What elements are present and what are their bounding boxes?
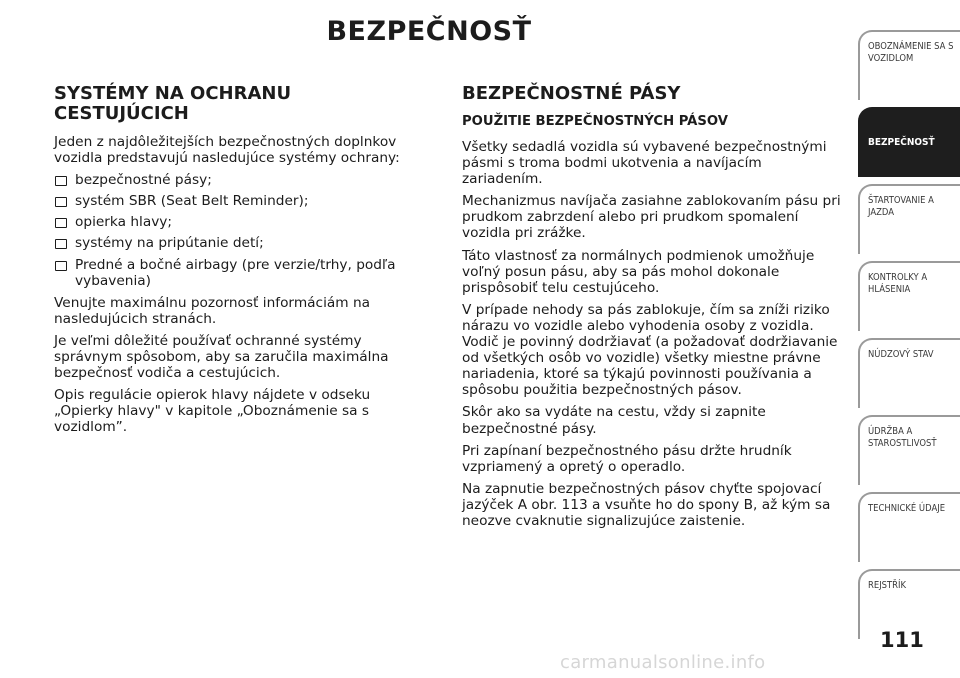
right-column — [462, 80, 844, 535]
paragraph: Táto vlastnosť za normálnych podmienok umožňuje voľný posun pásu, aby sa pás mohol dokonale prispôsobiť telu cestujúceho. — [462, 247, 815, 296]
checkbox-bullet-icon — [55, 261, 67, 271]
paragraph: Opis regulácie opierok hlavy nájdete v odseku „Opierky hlavy" v kapitole „Oboznámenie sa s vozidlom”. — [54, 387, 371, 436]
paragraph: Pri zapínaní bezpečnostného pásu držte hrudník vzpriamený a opretý o operadlo. — [462, 442, 792, 475]
paragraph: Je veľmi dôležité používať ochranné systémy správnym spôsobom, aby sa zaručila maximálna bezpečnosť vodiča a cestujúcich. — [54, 332, 389, 382]
paragraph: Venujte maximálnu pozornosť informáciám na nasledujúcich stranách. — [54, 294, 371, 327]
watermark: carmanualsonline.info — [560, 652, 766, 673]
paragraph: Na zapnutie bezpečnostných pásov chyťte spojovací jazýček A obr. 113 a vsuňte ho do spony B, až kým sa neozve cvaknutie signalizujúce zaistenie. — [462, 480, 831, 529]
subsection-heading: POUŽITIE BEZPEČNOSTNÝCH PÁSOV — [462, 114, 728, 129]
chapter-tabs — [858, 30, 960, 646]
tab-technical-data[interactable]: TECHNICKÉ ÚDAJE — [858, 492, 960, 562]
list-item: Predné a bočné airbagy (pre verzie/trhy, podľa vybavenia) — [54, 257, 416, 289]
checkbox-bullet-icon — [55, 176, 67, 186]
page-title: BEZPEČNOSŤ — [326, 16, 532, 47]
intro-paragraph: Jeden z najdôležitejších bezpečnostných doplnkov vozidla predstavujú nasledujúce systémy ochrany: — [54, 134, 400, 167]
checkbox-bullet-icon — [55, 239, 67, 249]
list-item: systémy na pripútanie detí; — [54, 235, 416, 251]
tab-emergency[interactable]: NÚDZOVÝ STAV — [858, 338, 960, 408]
left-column — [54, 80, 416, 442]
tab-safety[interactable]: BEZPEČNOSŤ — [858, 107, 960, 177]
protection-systems-list — [54, 172, 416, 289]
paragraph: Všetky sedadlá vozidla sú vybavené bezpečnostnými pásmi s troma bodmi ukotvenia a navíjacím zariadením. — [462, 139, 827, 188]
checkbox-bullet-icon — [55, 218, 67, 228]
section-heading-seat-belts: BEZPEČNOSTNÉ PÁSY — [462, 83, 681, 104]
list-item: bezpečnostné pásy; — [54, 172, 416, 188]
page-number: 111 — [880, 628, 924, 652]
tab-maintenance[interactable]: ÚDRŽBA A STAROSTLIVOSŤ — [858, 415, 960, 485]
list-item: opierka hlavy; — [54, 214, 416, 230]
paragraph: V prípade nehody sa pás zablokuje, čím sa zníži riziko nárazu vo vozidle alebo vyhodenia osoby z vozidla. Vodič je povinný dodržiavať (a požadovať dodržiavanie od všetkých osôb vo vozidle) všetky miestne právne nariadenia, ktoré sa týkajú povinnosti používania a spôsobu použitia bezpečnostných pásov. — [462, 301, 838, 399]
checkbox-bullet-icon — [55, 197, 67, 207]
tab-index[interactable]: REJSTŘÍK — [858, 569, 960, 639]
tab-starting-and-driving[interactable]: ŠTARTOVANIE A JAZDA — [858, 184, 960, 254]
tab-getting-to-know[interactable]: OBOZNÁMENIE SA S VOZIDLOM — [858, 30, 960, 100]
paragraph: Skôr ako sa vydáte na cestu, vždy si zapnite bezpečnostné pásy. — [462, 404, 766, 437]
section-heading-occupant-protection: SYSTÉMY NA OCHRANU CESTUJÚCICH — [54, 83, 292, 124]
paragraph: Mechanizmus navíjača zasiahne zablokovaním pásu pri prudkom zabrzdení alebo pri prudkom spomalení vozidla pri zrážke. — [462, 193, 841, 242]
list-item: systém SBR (Seat Belt Reminder); — [54, 193, 416, 209]
tab-warning-lights[interactable]: KONTROLKY A HLÁSENIA — [858, 261, 960, 331]
